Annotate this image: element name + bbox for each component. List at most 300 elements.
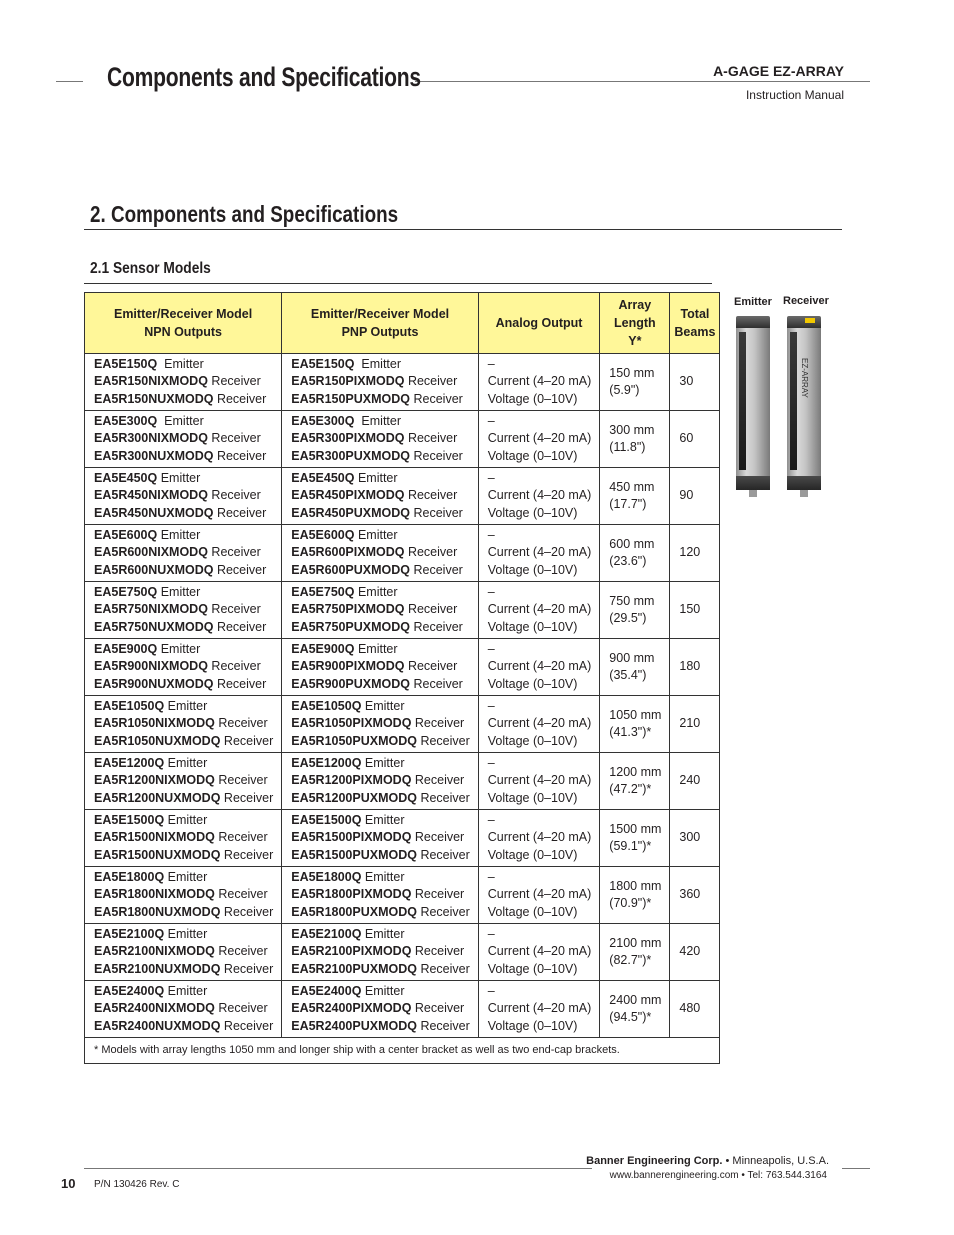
npn-receiver-model: EA5R900NIXMODQ — [94, 659, 208, 674]
pnp-emitter-model: EA5E2100Q — [291, 926, 362, 941]
pnp-emitter — [291, 983, 470, 1001]
receiver-suffix: Receiver — [214, 887, 268, 902]
receiver-suffix: Receiver — [214, 716, 268, 731]
npn-receiver-model: EA5R300NIXMODQ — [94, 431, 208, 446]
receiver-suffix: Receiver — [213, 562, 267, 577]
pnp-models-cell — [282, 525, 479, 582]
npn-models-cell — [85, 639, 282, 696]
receiver-suffix: Receiver — [416, 1018, 470, 1033]
array-length-mm: 600 mm — [609, 536, 655, 551]
analog-current: Current (4–20 mA) — [487, 659, 592, 674]
npn-receiver-model: EA5R150NIXMODQ — [94, 374, 208, 389]
receiver-suffix: Receiver — [220, 847, 274, 862]
pnp-emitter-model: EA5E2400Q — [291, 983, 362, 998]
npn-emitter — [94, 356, 273, 374]
section-rule — [84, 229, 842, 230]
pnp-receiver-2 — [291, 790, 470, 808]
pnp-models-cell — [282, 468, 479, 525]
array-length-cell — [600, 411, 670, 468]
pnp-receiver-model: EA5R1200PUXMODQ — [291, 790, 417, 805]
analog-output-cell — [478, 468, 600, 525]
pnp-emitter — [291, 470, 470, 488]
pnp-receiver-2 — [291, 448, 470, 466]
receiver-suffix: Receiver — [410, 619, 463, 634]
analog-output-cell — [478, 924, 600, 981]
header-beams-line2: Beams — [674, 325, 716, 339]
analog-dash: – — [487, 356, 495, 371]
array-length-mm: 2100 mm — [609, 935, 662, 950]
pnp-receiver-model: EA5R2400PUXMODQ — [291, 1018, 417, 1033]
npn-emitter — [94, 470, 273, 488]
pnp-models-cell — [282, 411, 479, 468]
analog-voltage: Voltage (0–10V) — [487, 1018, 578, 1033]
pnp-receiver-model: EA5R300PUXMODQ — [291, 448, 411, 463]
emitter-suffix: Emitter — [361, 926, 405, 941]
analog-current: Current (4–20 mA) — [487, 1001, 592, 1016]
array-length-in: (82.7")* — [609, 953, 652, 967]
pnp-emitter — [291, 641, 470, 659]
npn-receiver-model: EA5R600NUXMODQ — [94, 562, 214, 577]
array-length-mm: 2400 mm — [609, 992, 662, 1007]
analog-output-cell — [478, 525, 600, 582]
receiver-suffix: Receiver — [410, 562, 463, 577]
npn-emitter — [94, 812, 273, 830]
pnp-emitter-model: EA5E450Q — [291, 470, 355, 485]
analog-current: Current (4–20 mA) — [487, 602, 592, 617]
header-total-beams — [670, 293, 720, 354]
analog-output-cell — [478, 867, 600, 924]
array-length-cell — [600, 810, 670, 867]
emitter-label: Emitter — [734, 296, 772, 308]
receiver-suffix: Receiver — [213, 391, 267, 406]
pnp-receiver-1 — [291, 430, 470, 448]
npn-receiver-1 — [94, 430, 273, 448]
total-beams-cell: 60 — [670, 411, 720, 468]
array-length-cell — [600, 696, 670, 753]
array-length-mm: 750 mm — [609, 593, 655, 608]
array-length-cell — [600, 867, 670, 924]
header-npn-line1: Emitter/Receiver Model — [113, 307, 253, 321]
pnp-emitter-model: EA5E600Q — [291, 527, 355, 542]
company-line — [586, 1155, 829, 1167]
npn-receiver-1 — [94, 715, 273, 733]
table-footnote: * Models with array lengths 1050 mm and longer ship with a center bracket as well as two end-cap brackets. — [85, 1038, 720, 1064]
analog-voltage: Voltage (0–10V) — [487, 676, 578, 691]
npn-models-cell — [85, 867, 282, 924]
receiver-suffix: Receiver — [207, 431, 261, 446]
pnp-receiver-2 — [291, 619, 470, 637]
pnp-receiver-model: EA5R1200PIXMODQ — [291, 773, 412, 788]
npn-emitter-model: EA5E300Q — [94, 413, 158, 428]
pnp-receiver-model: EA5R750PUXMODQ — [291, 619, 411, 634]
pnp-receiver-model: EA5R2100PUXMODQ — [291, 961, 417, 976]
receiver-suffix: Receiver — [404, 602, 458, 617]
receiver-sensor-image — [787, 316, 821, 497]
subsection-rule — [84, 283, 712, 284]
npn-receiver-1 — [94, 373, 273, 391]
pnp-receiver-1 — [291, 487, 470, 505]
pnp-receiver-model: EA5R1800PIXMODQ — [291, 887, 412, 902]
receiver-suffix: Receiver — [411, 944, 465, 959]
analog-current: Current (4–20 mA) — [487, 431, 592, 446]
npn-models-cell — [85, 924, 282, 981]
footer-rule-right — [842, 1168, 870, 1169]
table-row — [85, 468, 720, 525]
receiver-suffix: Receiver — [416, 847, 470, 862]
receiver-suffix: Receiver — [220, 733, 274, 748]
header-product: A-GAGE EZ-ARRAY — [713, 63, 844, 79]
npn-emitter-model: EA5E900Q — [94, 641, 158, 656]
analog-current: Current (4–20 mA) — [487, 374, 592, 389]
receiver-suffix: Receiver — [220, 1018, 274, 1033]
analog-output-cell — [478, 639, 600, 696]
receiver-suffix: Receiver — [207, 545, 261, 560]
table-row — [85, 981, 720, 1038]
npn-receiver-model: EA5R1500NIXMODQ — [94, 830, 215, 845]
array-length-cell — [600, 981, 670, 1038]
table-row — [85, 810, 720, 867]
receiver-suffix: Receiver — [404, 659, 458, 674]
npn-receiver-model: EA5R450NIXMODQ — [94, 488, 208, 503]
npn-receiver-1 — [94, 544, 273, 562]
header-npn — [85, 293, 282, 354]
header-pnp-line2: PNP Outputs — [341, 325, 419, 339]
table-row — [85, 696, 720, 753]
npn-receiver-1 — [94, 772, 273, 790]
receiver-suffix: Receiver — [411, 830, 465, 845]
array-length-in: (70.9")* — [609, 896, 652, 910]
npn-receiver-model: EA5R1050NUXMODQ — [94, 733, 221, 748]
receiver-suffix: Receiver — [213, 676, 267, 691]
total-beams-cell: 300 — [670, 810, 720, 867]
npn-receiver-1 — [94, 829, 273, 847]
emitter-suffix: Emitter — [164, 698, 208, 713]
array-length-in: (41.3")* — [609, 725, 652, 739]
receiver-suffix: Receiver — [411, 1001, 465, 1016]
pnp-emitter — [291, 869, 470, 887]
emitter-suffix: Emitter — [164, 926, 208, 941]
pnp-receiver-1 — [291, 544, 470, 562]
emitter-suffix: Emitter — [157, 527, 201, 542]
emitter-suffix: Emitter — [164, 812, 208, 827]
total-beams-cell: 30 — [670, 354, 720, 411]
array-length-cell — [600, 639, 670, 696]
npn-receiver-2 — [94, 619, 273, 637]
emitter-suffix: Emitter — [157, 584, 201, 599]
npn-models-cell — [85, 468, 282, 525]
analog-current: Current (4–20 mA) — [487, 488, 592, 503]
array-length-in: (17.7") — [609, 497, 647, 511]
header-len-line2: Length — [614, 316, 656, 330]
table-row — [85, 924, 720, 981]
table-header-row — [85, 293, 720, 354]
analog-dash: – — [487, 641, 495, 656]
array-length-cell — [600, 468, 670, 525]
receiver-suffix: Receiver — [207, 602, 261, 617]
pnp-receiver-model: EA5R450PUXMODQ — [291, 505, 411, 520]
npn-receiver-model: EA5R2400NUXMODQ — [94, 1018, 221, 1033]
npn-emitter — [94, 755, 273, 773]
header-manual: Instruction Manual — [745, 88, 844, 102]
array-length-cell — [600, 354, 670, 411]
pnp-receiver-model: EA5R150PIXMODQ — [291, 374, 405, 389]
receiver-suffix: Receiver — [410, 676, 463, 691]
analog-dash: – — [487, 413, 495, 428]
npn-receiver-model: EA5R900NUXMODQ — [94, 676, 214, 691]
array-length-in: (5.9") — [609, 383, 640, 397]
header-len-line3: Y* — [628, 334, 642, 348]
emitter-suffix: Emitter — [164, 755, 208, 770]
npn-models-cell — [85, 753, 282, 810]
npn-receiver-model: EA5R150NUXMODQ — [94, 391, 214, 406]
array-length-mm: 300 mm — [609, 422, 655, 437]
array-length-in: (35.4") — [609, 668, 647, 682]
analog-current: Current (4–20 mA) — [487, 716, 592, 731]
pnp-receiver-1 — [291, 1000, 470, 1018]
total-beams-cell: 420 — [670, 924, 720, 981]
pnp-emitter — [291, 527, 470, 545]
pnp-models-cell — [282, 639, 479, 696]
npn-receiver-model: EA5R1800NIXMODQ — [94, 887, 215, 902]
array-length-in: (11.8") — [609, 440, 646, 454]
receiver-suffix: Receiver — [214, 830, 268, 845]
analog-dash: – — [487, 470, 495, 485]
npn-emitter-model: EA5E1200Q — [94, 755, 165, 770]
pnp-receiver-1 — [291, 772, 470, 790]
analog-dash: – — [487, 869, 495, 884]
emitter-suffix: Emitter — [157, 413, 204, 428]
array-length-in: (47.2")* — [609, 782, 652, 796]
receiver-suffix: Receiver — [411, 887, 465, 902]
npn-receiver-2 — [94, 961, 273, 979]
company-location: • Minneapolis, U.S.A. — [722, 1155, 829, 1167]
npn-receiver-1 — [94, 658, 273, 676]
receiver-suffix: Receiver — [416, 904, 470, 919]
sensor-models-table — [84, 292, 720, 1064]
array-length-cell — [600, 753, 670, 810]
analog-dash: – — [487, 926, 495, 941]
receiver-suffix: Receiver — [416, 961, 470, 976]
array-length-mm: 900 mm — [609, 650, 655, 665]
receiver-suffix: Receiver — [411, 773, 465, 788]
header-npn-line2: NPN Outputs — [144, 325, 222, 339]
receiver-suffix: Receiver — [207, 659, 261, 674]
npn-receiver-model: EA5R2100NIXMODQ — [94, 944, 215, 959]
pnp-receiver-model: EA5R1500PIXMODQ — [291, 830, 412, 845]
header-analog: Analog Output — [478, 293, 600, 354]
total-beams-cell: 120 — [670, 525, 720, 582]
analog-dash: – — [487, 755, 495, 770]
npn-receiver-model: EA5R1200NIXMODQ — [94, 773, 215, 788]
pnp-receiver-2 — [291, 1018, 470, 1036]
npn-emitter — [94, 527, 273, 545]
analog-voltage: Voltage (0–10V) — [487, 505, 578, 520]
npn-emitter — [94, 584, 273, 602]
array-length-mm: 1500 mm — [609, 821, 662, 836]
pnp-receiver-2 — [291, 676, 470, 694]
analog-voltage: Voltage (0–10V) — [487, 847, 578, 862]
table-row — [85, 411, 720, 468]
company-contact: www.bannerengineering.com • Tel: 763.544.3164 — [609, 1170, 827, 1181]
array-length-in: (23.6") — [609, 554, 647, 568]
npn-emitter-model: EA5E450Q — [94, 470, 158, 485]
pnp-receiver-model: EA5R600PIXMODQ — [291, 545, 405, 560]
analog-voltage: Voltage (0–10V) — [487, 619, 578, 634]
emitter-suffix: Emitter — [354, 641, 398, 656]
pnp-models-cell — [282, 981, 479, 1038]
pnp-receiver-model: EA5R2100PIXMODQ — [291, 944, 412, 959]
npn-receiver-model: EA5R1200NUXMODQ — [94, 790, 221, 805]
pnp-models-cell — [282, 867, 479, 924]
receiver-suffix: Receiver — [214, 773, 268, 788]
analog-dash: – — [487, 527, 495, 542]
table-row — [85, 354, 720, 411]
pnp-receiver-model: EA5R300PIXMODQ — [291, 431, 405, 446]
emitter-suffix: Emitter — [354, 527, 398, 542]
pnp-receiver-1 — [291, 715, 470, 733]
pnp-emitter — [291, 356, 470, 374]
npn-receiver-model: EA5R1050NIXMODQ — [94, 716, 215, 731]
pnp-emitter — [291, 755, 470, 773]
analog-current: Current (4–20 mA) — [487, 944, 592, 959]
receiver-label: Receiver — [783, 295, 829, 307]
npn-emitter-model: EA5E1050Q — [94, 698, 165, 713]
analog-current: Current (4–20 mA) — [487, 887, 592, 902]
pnp-emitter-model: EA5E1500Q — [291, 812, 362, 827]
npn-receiver-2 — [94, 391, 273, 409]
pnp-models-cell — [282, 924, 479, 981]
npn-emitter-model: EA5E750Q — [94, 584, 158, 599]
table-row — [85, 525, 720, 582]
analog-voltage: Voltage (0–10V) — [487, 733, 578, 748]
pnp-emitter-model: EA5E900Q — [291, 641, 355, 656]
pnp-receiver-1 — [291, 601, 470, 619]
emitter-suffix: Emitter — [361, 698, 405, 713]
header-pnp-line1: Emitter/Receiver Model — [310, 307, 450, 321]
receiver-suffix: Receiver — [411, 716, 465, 731]
receiver-suffix: Receiver — [404, 545, 458, 560]
analog-output-cell — [478, 354, 600, 411]
pnp-emitter-model: EA5E300Q — [291, 413, 355, 428]
npn-models-cell — [85, 810, 282, 867]
emitter-suffix: Emitter — [354, 413, 402, 428]
emitter-suffix: Emitter — [354, 470, 398, 485]
receiver-suffix: Receiver — [214, 944, 268, 959]
npn-receiver-model: EA5R750NUXMODQ — [94, 619, 214, 634]
emitter-suffix: Emitter — [354, 584, 398, 599]
emitter-suffix: Emitter — [157, 470, 201, 485]
pnp-receiver-1 — [291, 373, 470, 391]
table-row — [85, 639, 720, 696]
receiver-status-indicator — [805, 318, 815, 323]
receiver-suffix: Receiver — [410, 505, 463, 520]
pnp-receiver-model: EA5R1050PUXMODQ — [291, 733, 417, 748]
footer-rule-left — [84, 1168, 592, 1169]
emitter-suffix: Emitter — [354, 356, 402, 371]
pnp-receiver-1 — [291, 658, 470, 676]
pnp-receiver-model: EA5R1500PUXMODQ — [291, 847, 417, 862]
analog-dash: – — [487, 983, 495, 998]
npn-emitter-model: EA5E1500Q — [94, 812, 165, 827]
npn-emitter — [94, 641, 273, 659]
npn-receiver-model: EA5R450NUXMODQ — [94, 505, 214, 520]
analog-dash: – — [487, 698, 495, 713]
npn-receiver-2 — [94, 448, 273, 466]
npn-receiver-1 — [94, 886, 273, 904]
pnp-receiver-1 — [291, 943, 470, 961]
pnp-receiver-model: EA5R900PIXMODQ — [291, 659, 405, 674]
pnp-receiver-2 — [291, 391, 470, 409]
pnp-receiver-model: EA5R1050PIXMODQ — [291, 716, 412, 731]
analog-voltage: Voltage (0–10V) — [487, 790, 578, 805]
npn-emitter — [94, 698, 273, 716]
part-number: P/N 130426 Rev. C — [94, 1179, 180, 1190]
emitter-suffix: Emitter — [164, 983, 208, 998]
table-body — [85, 354, 720, 1038]
analog-output-cell — [478, 411, 600, 468]
receiver-suffix: Receiver — [410, 448, 463, 463]
pnp-receiver-model: EA5R600PUXMODQ — [291, 562, 411, 577]
npn-receiver-1 — [94, 943, 273, 961]
npn-receiver-2 — [94, 562, 273, 580]
receiver-suffix: Receiver — [416, 733, 470, 748]
pnp-emitter — [291, 926, 470, 944]
subsection-title: 2.1 Sensor Models — [90, 260, 211, 277]
pnp-receiver-1 — [291, 886, 470, 904]
array-length-mm: 1800 mm — [609, 878, 662, 893]
analog-dash: – — [487, 584, 495, 599]
pnp-emitter — [291, 413, 470, 431]
pnp-emitter-model: EA5E150Q — [291, 356, 355, 371]
pnp-receiver-2 — [291, 562, 470, 580]
pnp-receiver-model: EA5R2400PIXMODQ — [291, 1001, 412, 1016]
array-length-mm: 450 mm — [609, 479, 655, 494]
total-beams-cell: 180 — [670, 639, 720, 696]
analog-voltage: Voltage (0–10V) — [487, 448, 578, 463]
analog-voltage: Voltage (0–10V) — [487, 562, 578, 577]
receiver-suffix: Receiver — [207, 488, 261, 503]
table-row — [85, 867, 720, 924]
pnp-receiver-model: EA5R150PUXMODQ — [291, 391, 411, 406]
analog-voltage: Voltage (0–10V) — [487, 961, 578, 976]
emitter-suffix: Emitter — [361, 755, 405, 770]
receiver-suffix: Receiver — [220, 904, 274, 919]
pnp-models-cell — [282, 582, 479, 639]
npn-emitter — [94, 869, 273, 887]
npn-receiver-1 — [94, 487, 273, 505]
npn-emitter-model: EA5E2100Q — [94, 926, 165, 941]
array-length-mm: 1200 mm — [609, 764, 662, 779]
npn-emitter — [94, 983, 273, 1001]
pnp-receiver-2 — [291, 961, 470, 979]
total-beams-cell: 360 — [670, 867, 720, 924]
analog-current: Current (4–20 mA) — [487, 830, 592, 845]
npn-receiver-2 — [94, 1018, 273, 1036]
receiver-suffix: Receiver — [416, 790, 470, 805]
header-rule-left — [56, 81, 83, 82]
receiver-suffix: Receiver — [220, 961, 274, 976]
npn-receiver-model: EA5R600NIXMODQ — [94, 545, 208, 560]
npn-models-cell — [85, 354, 282, 411]
header-array-length — [600, 293, 670, 354]
analog-output-cell — [478, 810, 600, 867]
receiver-brand-text: EZ-ARRAY — [800, 358, 809, 398]
pnp-receiver-model: EA5R1800PUXMODQ — [291, 904, 417, 919]
pnp-receiver-2 — [291, 904, 470, 922]
receiver-suffix: Receiver — [214, 1001, 268, 1016]
receiver-suffix: Receiver — [404, 374, 458, 389]
emitter-suffix: Emitter — [361, 812, 405, 827]
